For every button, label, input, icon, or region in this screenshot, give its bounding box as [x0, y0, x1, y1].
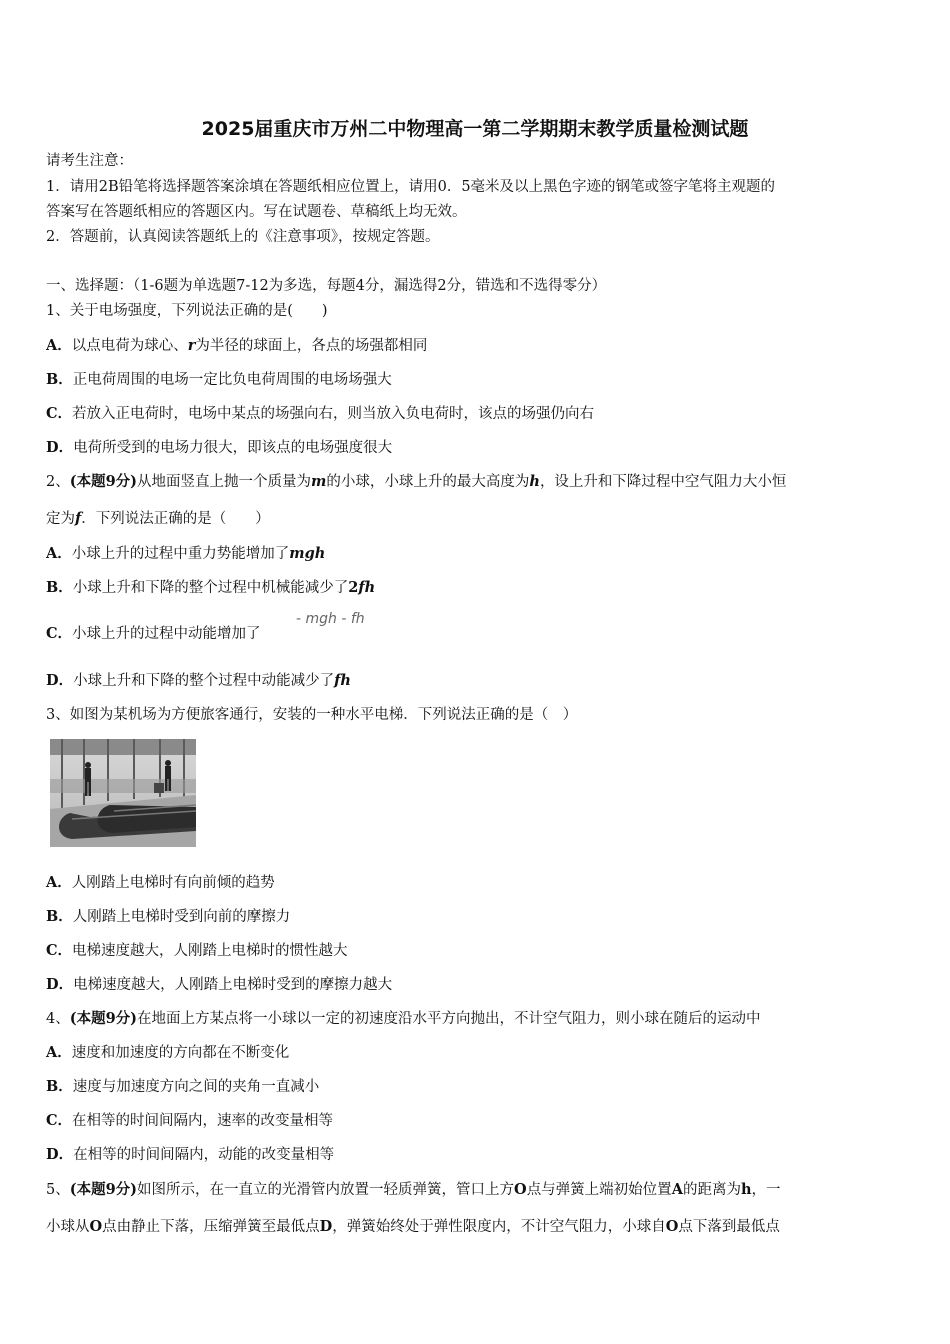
airport-walkway-photo: [50, 739, 196, 847]
option-label: A．: [46, 337, 72, 354]
q4-option-a: A．速度和加速度的方向都在不断变化: [46, 1044, 290, 1061]
q4-option-d: D．在相等的时间间隔内，动能的改变量相等: [46, 1146, 335, 1163]
section-heading: 一、选择题：（1-6题为单选题7-12为多选，每题4分，漏选得2分，错选和不选得零分）: [46, 278, 607, 294]
q3-stem: 3、如图为某机场为方便旅客通行，安装的一种水平电梯．下列说法正确的是（ ）: [46, 707, 578, 723]
q4-stem: 4、(本题9分)在地面上方某点将一小球以一定的初速度沿水平方向抛出，不计空气阻力，则小球在随后的运动中: [46, 1010, 761, 1027]
notice-heading: 请考生注意：: [46, 153, 133, 169]
q3-option-a: A．人刚踏上电梯时有向前倾的趋势: [46, 874, 275, 891]
notice-line-1: 1．请用2B铅笔将选择题答案涂填在答题纸相应位置上，请用0．5毫米及以上黑色字迹的钢笔或签字笔将主观题的: [46, 179, 776, 195]
q1-option-d: D．电荷所受到的电场力很大，即该点的电场强度很大: [46, 439, 393, 456]
q3-option-d: D．电梯速度越大，人刚踏上电梯时受到的摩擦力越大: [46, 976, 393, 993]
q4-option-b: B．速度与加速度方向之间的夹角一直减小: [46, 1078, 320, 1095]
q5-stem-line-2: 小球从O点由静止下落，压缩弹簧至最低点D，弹簧始终处于弹性限度内，不计空气阻力，小球自O点下落到最低点: [46, 1218, 780, 1235]
q2-stem-line-2: 定为f．下列说法正确的是（ ）: [46, 510, 270, 527]
q2-option-a: A．小球上升的过程中重力势能增加了mgh: [46, 545, 326, 562]
page-title: 2025届重庆市万州二中物理高一第二学期期末教学质量检测试题: [201, 118, 749, 140]
q1-option-a: A．以点电荷为球心、r为半径的球面上，各点的场强都相同: [46, 337, 428, 354]
q2-option-c: C．小球上升的过程中动能增加了: [46, 625, 261, 642]
q2-option-d: D．小球上升和下降的整个过程中动能减少了fh: [46, 672, 351, 689]
q4-option-c: C．在相等的时间间隔内，速率的改变量相等: [46, 1112, 334, 1129]
q3-option-c: C．电梯速度越大，人刚踏上电梯时的惯性越大: [46, 942, 348, 959]
q3-option-b: B．人刚踏上电梯时受到向前的摩擦力: [46, 908, 291, 925]
q1-option-b: B．正电荷周围的电场一定比负电荷周围的电场场强大: [46, 371, 392, 388]
q1-stem: 1、关于电场强度，下列说法正确的是( ): [46, 303, 328, 319]
q1-option-c: C．若放入正电荷时，电场中某点的场强向右，则当放入负电荷时，该点的场强仍向右: [46, 405, 595, 422]
notice-line-2: 答案写在答题纸相应的答题区内。写在试题卷、草稿纸上均无效。: [46, 204, 467, 220]
q2-stem-line-1: 2、(本题9分)从地面竖直上抛一个质量为m的小球，小球上升的最大高度为h，设上升和下降过程中空气阻力大小恒: [46, 473, 787, 490]
notice-line-3: 2．答题前，认真阅读答题纸上的《注意事项》，按规定答题。: [46, 229, 440, 245]
q2-option-b: B．小球上升和下降的整个过程中机械能减少了2fh: [46, 579, 376, 596]
q2-option-c-formula: - mgh - fh: [296, 611, 365, 627]
q5-stem-line-1: 5、(本题9分)如图所示，在一直立的光滑管内放置一轻质弹簧，管口上方O点与弹簧上端初始位置A的距离为h，一: [46, 1181, 781, 1198]
